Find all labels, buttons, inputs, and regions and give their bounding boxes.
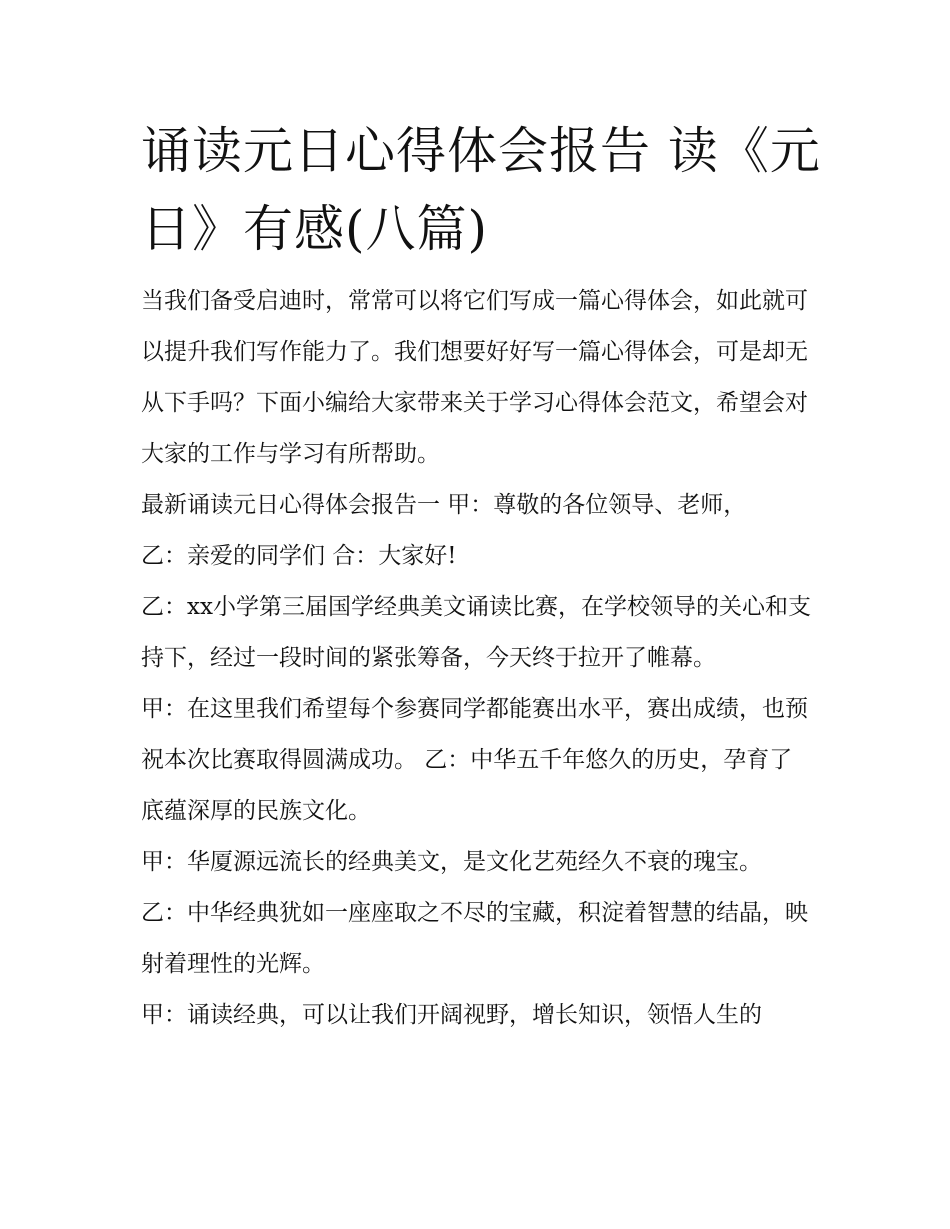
paragraph-reading: 甲：诵读经典，可以让我们开阔视野，增长知识，领悟人生的 (141, 1002, 762, 1028)
paragraph-wishes: 甲：在这里我们希望每个参赛同学都能赛出水平，赛出成绩，也预祝本次比赛取得圆满成功。 乙：中华五千年悠久的历史，孕育了底蕴深厚的民族文化。 (141, 696, 808, 824)
document-body (141, 276, 813, 1041)
paragraph-opening: 乙：xx小学第三届国学经典美文诵读比赛，在学校领导的关心和支持下，经过一段时间的紧张筹备，今天终于拉开了帷幕。 (141, 594, 811, 671)
paragraph-classics: 乙：中华经典犹如一座座取之不尽的宝藏，积淀着智慧的结晶，映射着理性的光辉。 (141, 900, 808, 977)
document-title: 诵读元日心得体会报告 读《元日》有感(八篇) (141, 122, 821, 258)
paragraph-greeting-jia: 最新诵读元日心得体会报告一 甲：尊敬的各位领导、老师， (141, 492, 747, 518)
paragraph-treasure: 甲：华厦源远流长的经典美文，是文化艺苑经久不衰的瑰宝。 (141, 849, 762, 875)
paragraph-greeting-yi: 乙：亲爱的同学们 合：大家好! (141, 543, 457, 569)
paragraph-intro: 当我们备受启迪时，常常可以将它们写成一篇心得体会，如此就可以提升我们写作能力了。我们想要好好写一篇心得体会，可是却无从下手吗？下面小编给大家带来关于学习心得体会范文，希望会对大家的工作与学习有所帮助。 (141, 288, 808, 467)
